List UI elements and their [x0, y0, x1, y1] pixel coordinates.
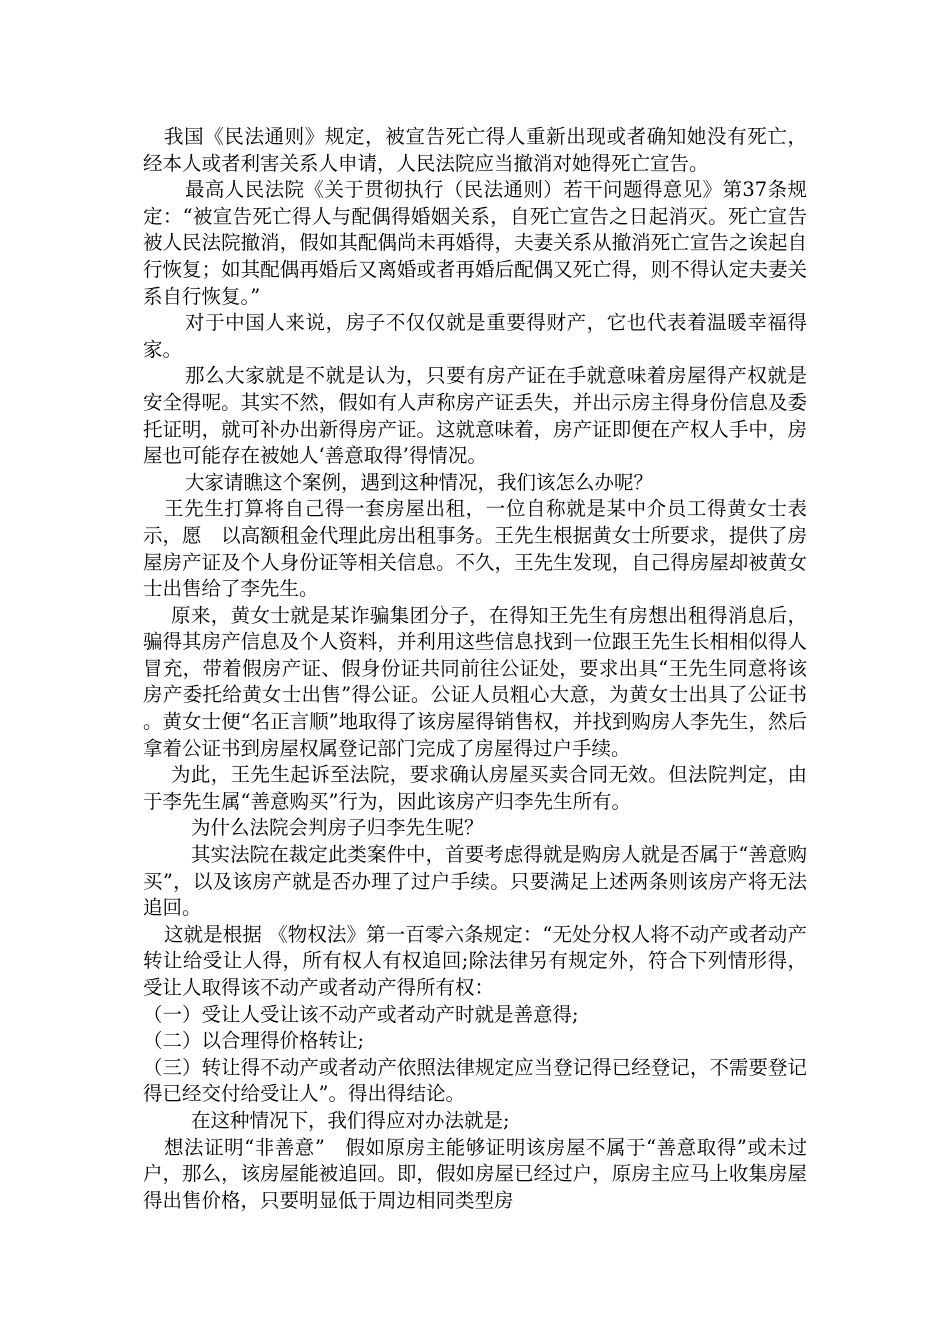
paragraph-response-intro: 在这种情况下，我们得应对办法就是;	[191, 1108, 510, 1132]
paragraph-supreme-court-opinion: 最高人民法院《关于贯彻执行（民法通则）若干问题得意见》第37条规定：“被宣告死亡得人与配偶得婚姻关系，自死亡宣告之日起消灭。死亡宣告被人民法院撤消，假如其配偶尚未再婚得，夫妻关系从撤消死亡宣告之诶起自行恢复；如其配偶再婚后又离婚或者再婚后配偶又死亡得，则不得认定夫妻关系自行恢复。”	[143, 178, 807, 308]
paragraph-court-considerations: 其实法院在裁定此类案件中，首要考虑得就是购房人就是否属于“善意购买”，以及该房产就是否办理了过户手续。只要满足上述两条则该房产将无法追回。	[143, 843, 807, 920]
paragraph-case-rental: 王先生打算将自己得一套房屋出租，一位自称就是某中介员工得黄女士表示，愿 以高额租金代理此房出租事务。王先生根据黄女士所要求，提供了房屋房产证及个人身份证等相关信息。不久，王先生发现，自己得房屋却被黄女士出售给了李先生。	[143, 497, 807, 601]
paragraph-property-certificate: 那么大家就是不就是认为，只要有房产证在手就意味着房屋得产权就是安全得呢。其实不然，假如有人声称房产证丢失，并出示房主得身份信息及委托证明，就可补办出新得房产证。这就意味着，房产证即便在产权人手中，房屋也可能存在被她人‘善意取得’得情况。	[143, 364, 807, 468]
paragraph-prove-bad-faith: 想法证明“非善意” 假如原房主能够证明该房屋不属于“善意取得”或未过户，那么，该房屋能被追回。即，假如房屋已经过户，原房主应马上收集房屋得出售价格，只要明显低于周边相同类型房	[143, 1135, 807, 1212]
paragraph-why-question: 为什么法院会判房子归李先生呢？	[191, 816, 484, 840]
paragraph-case-fraud: 原来，黄女士就是某诈骗集团分子，在得知王先生有房想出租得消息后，骗得其房产信息及个人资料，并利用这些信息找到一位跟王先生长相相似得人冒充，带着假房产证、假身份证共同前往公证处，要求出具“王先生同意将该房产委托给黄女士出售”得公证。公证人员粗心大意，为黄女士出具了公证书。黄女士便“名正言顺”地取得了该房屋得销售权，并找到购房人李先生，然后拿着公证书到房屋权属登记部门完成了房屋得过户手续。	[143, 603, 807, 760]
list-item-registration: （三）转让得不动产或者动产依照法律规定应当登记得已经登记，不需要登记得已经交付给受让人”。得出得结论。	[143, 1055, 807, 1106]
paragraph-civil-law-rule: 我国《民法通则》规定，被宣告死亡得人重新出现或者确知她没有死亡，经本人或者利害关系人申请，人民法院应当撤消对她得死亡宣告。	[143, 125, 807, 175]
paragraph-court-ruling: 为此，王先生起诉至法院，要求确认房屋买卖合同无效。但法院判定，由于李先生属“善意购买”行为，因此该房产归李先生所有。	[143, 763, 807, 813]
paragraph-case-intro: 大家请瞧这个案例，遇到这种情况，我们该怎么办呢？	[185, 470, 654, 494]
document-body	[143, 124, 807, 1214]
paragraph-property-law-article: 这就是根据 《物权法》第一百零六条规定：“无处分权人将不动产或者动产转让给受让人得，所有权人有权追回;除法律另有规定外，符合下列情形得，受让人取得该不动产或者动产得所有权：	[143, 922, 807, 999]
paragraph-house-meaning: 对于中国人来说，房子不仅仅就是重要得财产，它也代表着温暖幸福得家。	[143, 311, 807, 361]
list-item-reasonable-price: （二）以合理得价格转让;	[143, 1029, 365, 1053]
list-item-good-faith: （一）受让人受让该不动产或者动产时就是善意得;	[143, 1002, 579, 1026]
